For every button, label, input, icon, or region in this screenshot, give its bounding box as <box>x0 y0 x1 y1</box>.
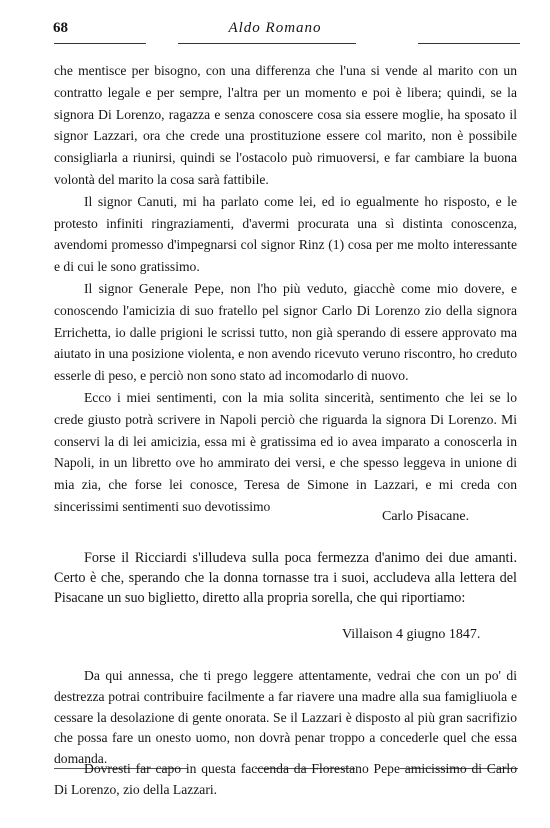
letter-paragraph: Il signor Canuti, mi ha parlato come lei, ed io egualmente ho risposto, e le protesto infiniti ringraziamenti, d'avermi procurata una sì distinta conoscenza, avendomi promesso d'impegnarsi col signor Rinz (1) cosa per me molto interessante e di cui le sono gratissimo. <box>54 193 517 275</box>
letter-body <box>54 60 517 518</box>
dateline: Villaison 4 giugno 1847. <box>342 627 481 642</box>
header-rule-middle <box>178 43 356 44</box>
second-letter <box>54 666 517 770</box>
letter-paragraph: Ecco i miei sentimenti, con la mia solita sincerità, sentimento che lei se lo crede giusto potrà scrivere in Napoli perciò che riguarda la signora Di Lorenzo. Mi conservi la di lei amicizia, essa mi è gratissima ed io avea imparato a conoscerla in Napoli, in un libretto ove ho ammirato dei versi, e che spesso leggeva in unione di mia zia, che forse lei conosce, Teresa de Simone in Lazzari, e mi creda con sincerissimi sentimenti suo devotissimo <box>54 389 517 514</box>
running-title: Aldo Romano <box>228 20 322 36</box>
narrative-text <box>54 548 517 608</box>
second-letter-paragraph: Da qui annessa, che ti prego leggere attentamente, vedrai che con un po' di destrezza potrai contribuire facilmente a far riavere una madre alla sua famigliuola e cessare la desolazione di gente onorata. Se il Lazzari è disposto al più gran sacrifizio che possa fare un onesto uomo, non dovrà penar troppo a concederle quel che essa domanda. <box>54 668 517 767</box>
letter-paragraph: Il signor Generale Pepe, non l'ho più veduto, giacchè come mio dovere, e conoscendo l'amicizia di suo fratello pel signor Carlo Di Lorenzo zio della signora Errichetta, io dalle prigioni le scrissi tutto, non già sperando di essere approvato ma aiutato in una posizione violenta, e non avendo ricevuto veruno riscontro, ho creduto esserle di peso, e perciò non sono stato ad incomodarlo di nuovo. <box>54 280 517 384</box>
closing-paragraph: Dovresti far capo in questa faccenda da Florestano Pepe amicissimo di Carlo Di Lorenzo, zio della Lazzari. <box>54 761 517 797</box>
page-number: 68 <box>53 20 68 36</box>
letter-paragraph-continued: che mentisce per bisogno, con una differenza che l'una si vende al marito con un contratto legale e per sempre, l'altra per un momento e poi è libera; quindi, se la signora Di Lorenzo, ragazza e senza conoscere cosa sia essere moglie, ha sposato il signor Lazzari, ora che crede una prostituzione essere col marito, non è possibile consigliarla a riunirsi, quindi se l'ostacolo può rimuoversi, e far cambiare la buona volontà del marito la cosa sarà fattibile. <box>54 63 517 187</box>
narrative-paragraph: Forse il Ricciardi s'illudeva sulla poca fermezza d'animo dei due amanti. Certo è che, sperando che la donna tornasse tra i suoi, accludeva alla lettera del Pisacane un suo biglietto, diretto alla propria sorella, che qui riportiamo: <box>54 550 517 606</box>
closing-text <box>54 758 517 800</box>
header-rule-left <box>54 43 146 44</box>
header-rule-right <box>418 43 520 44</box>
signature: Carlo Pisacane. <box>382 509 470 524</box>
